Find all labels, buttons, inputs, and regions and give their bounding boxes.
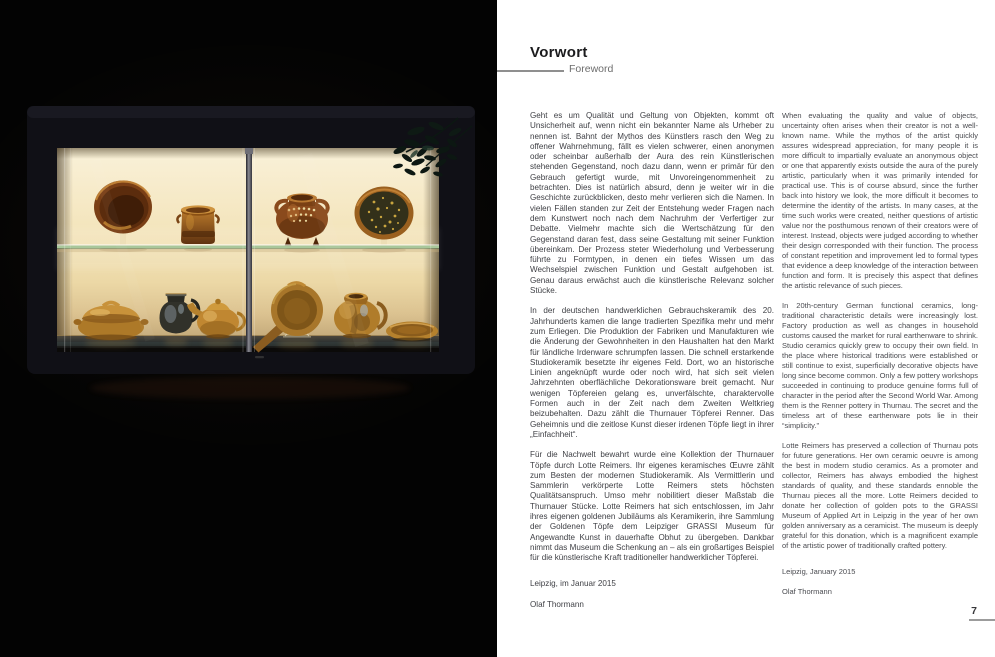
page-subtitle: Foreword	[569, 63, 614, 75]
display-case-photo	[0, 0, 497, 657]
english-paragraph-1: When evaluating the quality and value of objects, uncertainty often arises when their creator is not a well-known name. While the mythos of the artist quickly assures widespread appreciation, for many people it is more difficult to impartially evaluate an anonymous object or one that apparently exists outside the aura of the purely artistic, particularly when it was primarily intended for practical use. This is of course absurd, since the further back into history we look, the more difficult it becomes to determine the identity of the artists. In many cases, at the time such works were created, neither questions of artistic value nor the posthumous renown of their creators were of interest. Instead, objects were judged according to whether their design corresponded with their function. The process of constant repetition and improvement led to formal types that evidence a deep knowledge of the interaction between function and form. It is precisely this aspect that defines the artistic relevance of such pieces.	[782, 111, 978, 290]
english-signature: Olaf Thormann	[782, 587, 832, 596]
pottery-lidded-jar	[177, 205, 218, 244]
english-dateline: Leipzig, January 2015	[782, 567, 856, 576]
german-signature: Olaf Thormann	[530, 599, 584, 609]
page-title: Vorwort	[530, 44, 588, 61]
german-column	[530, 111, 774, 610]
page-number: 7	[971, 605, 977, 617]
english-paragraph-3: Lotte Reimers has preserved a collection of Thurnau pots for future generations. Her own ceramic oeuvre is among the best in modern studio ceramics. As a promoter and collector, Reimers has always embodied the highest standards of quality, and these standards ennoble the Thurnau pieces all the more. Lotte Reimers decided to donate her collection of golden pots to the GRASSI Museum of Applied Art in Leipzig in the year of her own golden anniversary as a ceramicist. The museum is deeply grateful for this donation, which is a magnificent example of the artistic power of traditionally crafted pottery.	[782, 441, 978, 550]
case-lock-detail	[255, 356, 264, 358]
german-paragraph-1: Geht es um Qualität und Geltung von Objekten, kommt oft Unsicherheit auf, wenn nicht ein bekannter Name als Urheber zu nennen ist. Bahnt der Mythos des Künstlers rasch den Weg zu offener Wahrnehmung, fällt es vielen schwerer, einen anonymen oder scheinbar außerhalb der Aura des rein Künstlerischen stehenden Gegenstand, noch dazu dann, wenn er primär für den Gebrauch gefertigt wurde, mit Unvoreingenommenheit zu betrachten. Dies ist natürlich absurd, denn je weiter wir in die Geschichte zurückblicken, desto mehr verlieren sich die Namen. In vielen Fällen standen zur Zeit der Entstehung weder Fragen nach dem Kunstwert noch nach dem Nachruhm der Verfertiger zur Debatte. Vielmehr machte sich die Wertschätzung für den Gegenstand daran fest, dass seine Gestaltung mit seiner Funktion übereinkam. Der Prozess steter Wiederholung und Verbesserung führte zu Formtypen, in denen ein tiefes Wissen um das Wechselspiel zwischen Funktion und Gestalt aufgehoben ist. Genau daraus erwächst auch die künstlerische Relevanz solcher Stücke.	[530, 111, 774, 296]
english-column	[782, 111, 978, 597]
foreword-page	[497, 0, 995, 657]
german-dateline: Leipzig, im Januar 2015	[530, 579, 616, 589]
heading-rule	[497, 70, 564, 72]
photo-page	[0, 0, 497, 657]
german-paragraph-3: Für die Nachwelt bewahrt wurde eine Kollektion der Thurnauer Töpfe durch Lotte Reimers. Ihr eigenes keramisches Œuvre zählt zum Besten der modernen Studiokeramik. Als Vermittlerin und Sammlerin verkörperte Lotte Reimers stets höchsten Qualitätsanspruch. Umso mehr nobilitiert dieser Maßstab die Thurnauer Stücke. Lotte Reimers hat sich entschlossen, im Jahr ihres eigenen goldenen Jubiläums als Keramikerin, ihre Sammlung der Goldenen Töpfe dem Leipziger GRASSI Museum für Angewandte Kunst in dauerhafte Obhut zu übergeben. Dankbar nimmt das Museum die Schenkung an – als ein großartiges Beispiel für die künstlerische Kraft traditioneller handwerklicher Töpferei.	[530, 450, 774, 563]
page-number-rule	[969, 619, 995, 621]
german-paragraph-2: In der deutschen handwerklichen Gebrauchskeramik des 20. Jahrhunderts kamen die lange tradierten Spezifika mehr und mehr zum Erliegen. Die Produktion der Fabriken und Manufakturen wie die Änderung der Gewohnheiten in den Haushalten hat den Markt für ländliche Irdenware schrumpfen lassen. Die schnell erstarkende Studiokeramik besetzte ihr eigenes Feld. Dort, wo an historische Linien angeknüpft wurde oder noch wird, hat sich seit vielen Jahrzehnten oberflächliche Dekorationsware breit gemacht. Nur wenigen Töpfereien gelang es, unverfälschte, charaktervolle Formen auch in der Zeit nach dem Zweiten Weltkrieg beizubehalten. Dazu zählt die Thurnauer Töpferei Renner. Das Geheimnis und die zeitlose Kunst dieser irdenen Töpfe liegt in ihrer „Einfachheit“.	[530, 306, 774, 439]
english-paragraph-2: In 20th-century German functional ceramics, long-traditional characteristic details were increasingly lost. Factory production as well as changes in household customs caused the market for rural earthenware to shrink. Studio ceramics quickly grew to occupy their own field. In the place where historical traditions were established or still continue to exist, superficially decorative objects have long since become common. Only a few pottery workshops succeeded in continuing to produce genuine forms full of character in the period after the Second World War. Among them is the Renner pottery in Thurnau. The secret and the timeless art of these earthenware pots lie in their “simplicity.”	[782, 301, 978, 430]
